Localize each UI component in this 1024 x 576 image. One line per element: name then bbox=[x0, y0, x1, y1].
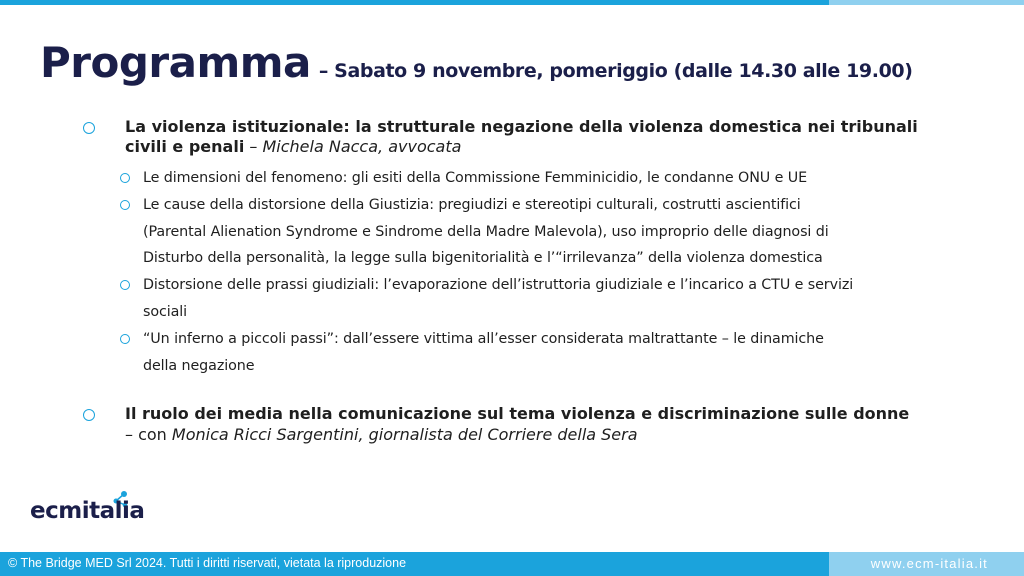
subpoint-3-line-1: Distorsione delle prassi giudiziali: l’evaporazione dell’istruttoria giudiziale e l’incarico a CTU e servizi bbox=[143, 277, 854, 293]
slide-title: Programma bbox=[40, 38, 311, 87]
topic-1-speaker: Michela Nacca, avvocata bbox=[262, 137, 462, 156]
topic-1-speaker-prefix: – bbox=[244, 137, 263, 156]
subpoint-3-line-2: sociali bbox=[143, 303, 188, 320]
top-accent-bar-light bbox=[829, 0, 1024, 5]
topic-2-speaker-line bbox=[125, 425, 955, 445]
subpoint-1 bbox=[143, 165, 943, 192]
subpoint-2 bbox=[143, 192, 943, 272]
topic-1-title-line2: civili e penali bbox=[125, 137, 245, 156]
bullet-circle-icon bbox=[83, 409, 95, 421]
bullet-circle-icon bbox=[83, 122, 95, 134]
sub-bullet-circle-icon bbox=[120, 200, 130, 210]
sub-bullet-circle-icon bbox=[120, 334, 130, 344]
subpoint-4-line-1: “Un inferno a piccoli passi”: dall’essere vittima all’esser considerata maltrattante – le dinamiche bbox=[143, 331, 824, 347]
topic-2-title-line1: Il ruolo dei media nella comunicazione sul tema violenza e discriminazione sulle donne bbox=[125, 404, 910, 423]
topic-2-title bbox=[125, 404, 955, 424]
topic-1-title bbox=[125, 117, 955, 137]
topic-2-speaker: Monica Ricci Sargentini, giornalista del Corriere della Sera bbox=[171, 425, 638, 444]
logo-text: ecmitalia bbox=[30, 498, 145, 524]
sub-bullet-circle-icon bbox=[120, 280, 130, 290]
subpoint-4-line-2: della negazione bbox=[143, 357, 255, 374]
subpoint-2-line-2: (Parental Alienation Syndrome e Sindrome della Madre Malevola), uso improprio delle diagnosi di bbox=[143, 223, 829, 240]
topic-1-title-cont bbox=[125, 137, 955, 157]
topic-1-title-line1: La violenza istituzionale: la strutturale negazione della violenza domestica nei tribunali bbox=[125, 117, 918, 136]
sub-bullet-circle-icon bbox=[120, 173, 130, 183]
subpoint-2-line-1: Le cause della distorsione della Giustizia: pregiudizi e stereotipi culturali, costrutti ascientifici bbox=[143, 197, 801, 213]
subpoint-3 bbox=[143, 272, 943, 325]
footer-copyright: © The Bridge MED Srl 2024. Tutti i diritti riservati, vietata la riproduzione bbox=[8, 556, 407, 570]
slide-subtitle: – Sabato 9 novembre, pomeriggio (dalle 14.30 alle 19.00) bbox=[318, 60, 913, 82]
subpoint-2-line-3: Disturbo della personalità, la legge sulla bigenitorialità e l’“irrilevanza” della violenza domestica bbox=[143, 250, 823, 266]
footer-url: www.ecm-italia.it bbox=[870, 556, 988, 571]
topic-2-speaker-prefix: – con bbox=[125, 425, 172, 444]
footer-bar bbox=[0, 552, 1024, 576]
top-accent-bar bbox=[0, 0, 1024, 5]
subpoint-4 bbox=[143, 326, 943, 379]
slide-title-row bbox=[40, 38, 1000, 98]
subpoint-1-line: Le dimensioni del fenomeno: gli esiti della Commissione Femminicidio, le condanne ONU e UE bbox=[143, 170, 808, 186]
ecmitalia-logo bbox=[30, 490, 170, 530]
